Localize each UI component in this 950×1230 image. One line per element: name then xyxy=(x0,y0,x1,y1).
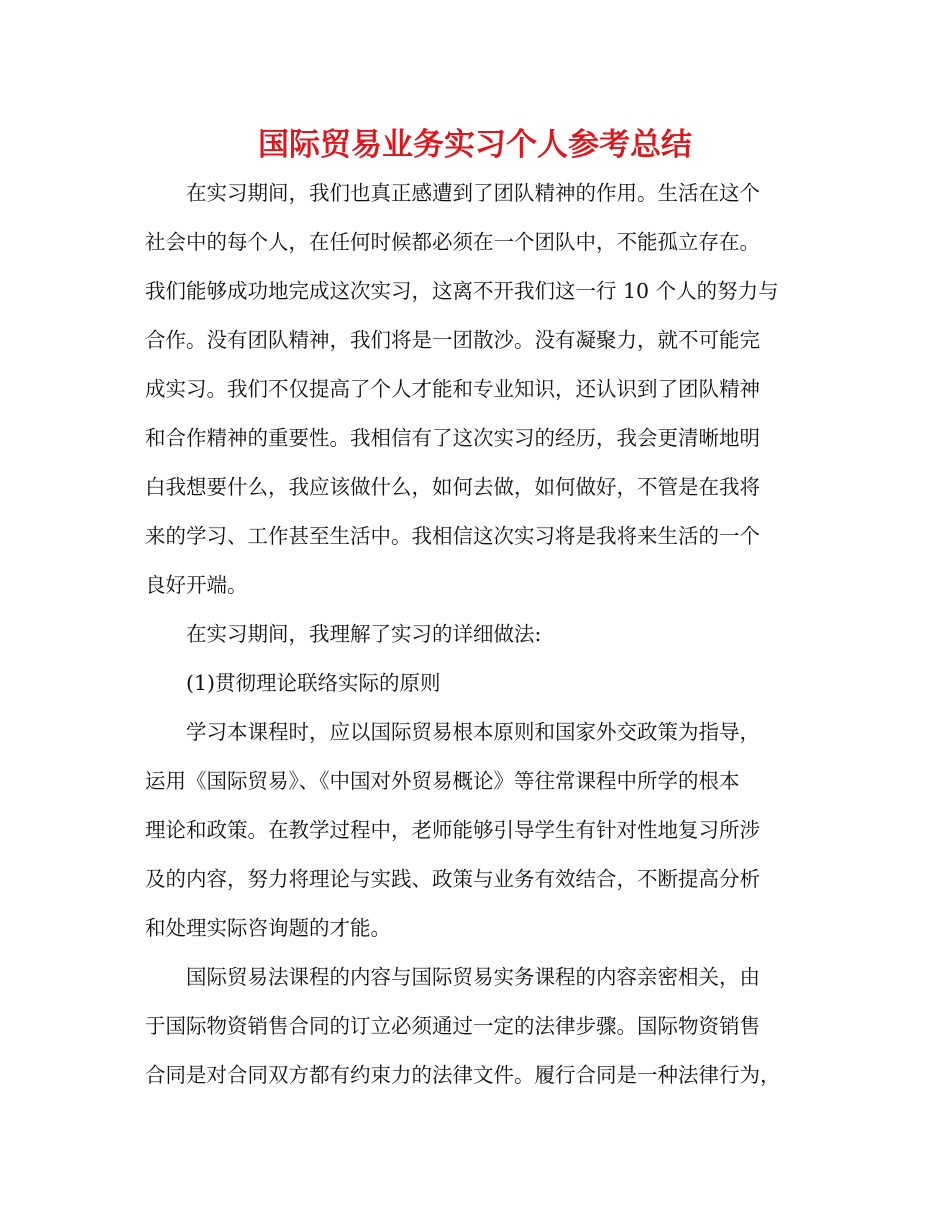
text-line: 于国际物资销售合同的订立必须通过一定的法律步骤。国际物资销售 xyxy=(145,1014,760,1038)
text-line: 合同是对合同双方都有约束力的法律文件。履行合同是一种法律行为， xyxy=(145,1063,781,1087)
text-line: 及的内容，努力将理论与实践、政策与业务有效结合，不断提高分析 xyxy=(145,867,760,891)
text-line: 在实习期间，我理解了实习的详细做法: xyxy=(186,622,542,646)
text-line: 国际贸易法课程的内容与国际贸易实务课程的内容亲密相关，由 xyxy=(186,965,760,989)
text-line: 合作。没有团队精神，我们将是一团散沙。没有凝聚力，就不可能完 xyxy=(145,328,760,352)
text-line: 我们能够成功地完成这次实习，这离不开我们这一行 10 个人的努力与 xyxy=(145,279,779,303)
text-line: (1)贯彻理论联络实际的原则 xyxy=(186,671,441,695)
text-line: 运用《国际贸易》、《中国对外贸易概论》等往常课程中所学的根本 xyxy=(145,769,740,793)
text-line: 成实习。我们不仅提高了个人才能和专业知识，还认识到了团队精神 xyxy=(145,377,760,401)
document-title: 国际贸易业务实习个人参考总结 xyxy=(258,127,692,163)
text-line: 白我想要什么，我应该做什么，如何去做，如何做好，不管是在我将 xyxy=(145,475,760,499)
text-line: 社会中的每个人，在任何时候都必须在一个团队中，不能孤立存在。 xyxy=(145,230,760,254)
text-line: 和处理实际咨询题的才能。 xyxy=(145,916,391,940)
text-line: 在实习期间，我们也真正感遭到了团队精神的作用。生活在这个 xyxy=(186,181,760,205)
text-line: 来的学习、工作甚至生活中。我相信这次实习将是我将来生活的一个 xyxy=(145,524,760,548)
text-line: 和合作精神的重要性。我相信有了这次实习的经历，我会更清晰地明 xyxy=(145,426,760,450)
text-line: 学习本课程时，应以国际贸易根本原则和国家外交政策为指导， xyxy=(186,720,760,744)
text-line: 良好开端。 xyxy=(145,573,248,597)
text-line: 理论和政策。在教学过程中，老师能够引导学生有针对性地复习所涉 xyxy=(145,818,760,842)
